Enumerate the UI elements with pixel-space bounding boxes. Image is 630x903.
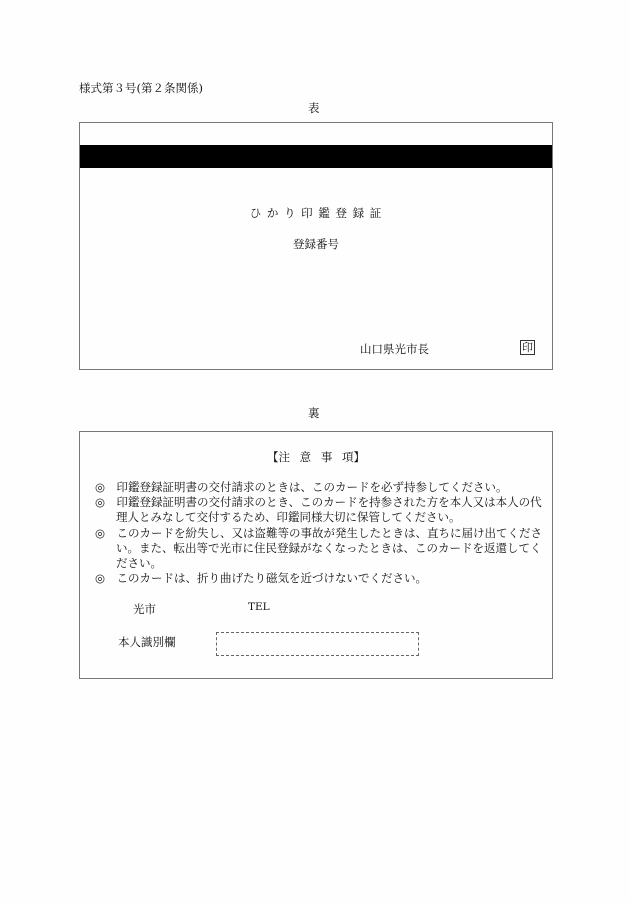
registration-number-label: 登録番号 (293, 237, 339, 251)
note-item: ◎ このカードを紛失し、又は盗難等の事故が発生したときは、直ちに届け出てください。また、転出等で光市に住民登録がなくなったときは、このカードを返還してください。 (95, 525, 543, 571)
notes-list (95, 480, 550, 586)
note-item: ◎ 印鑑登録証明書の交付請求のときは、このカードを必ず持参してください。 (95, 480, 508, 494)
form-label: 様式第３号(第２条関係) (79, 81, 203, 95)
note-item: ◎ 印鑑登録証明書の交付請求のとき、このカードを持参された方を本人又は本人の代理人とみなして交付するため、印鑑同様大切に保管してください。 (95, 495, 542, 525)
notes-title: 【注 意 事 項】 (267, 450, 365, 464)
id-field[interactable] (216, 632, 419, 656)
card-title: ひ か り 印 鑑 登 録 証 (249, 206, 383, 220)
front-heading: 表 (308, 101, 320, 115)
magnetic-stripe (80, 145, 552, 168)
card-front (79, 122, 553, 370)
issuer: 山口県光市長 (360, 342, 429, 356)
id-label: 本人識別欄 (118, 635, 176, 649)
note-item: ◎ このカードは、折り曲げたり磁気を近づけないでください。 (95, 571, 428, 586)
tel-label: TEL (248, 601, 270, 613)
seal-mark: 印 (522, 341, 533, 354)
back-heading: 裏 (308, 406, 320, 420)
city-label: 光市 (133, 602, 156, 616)
